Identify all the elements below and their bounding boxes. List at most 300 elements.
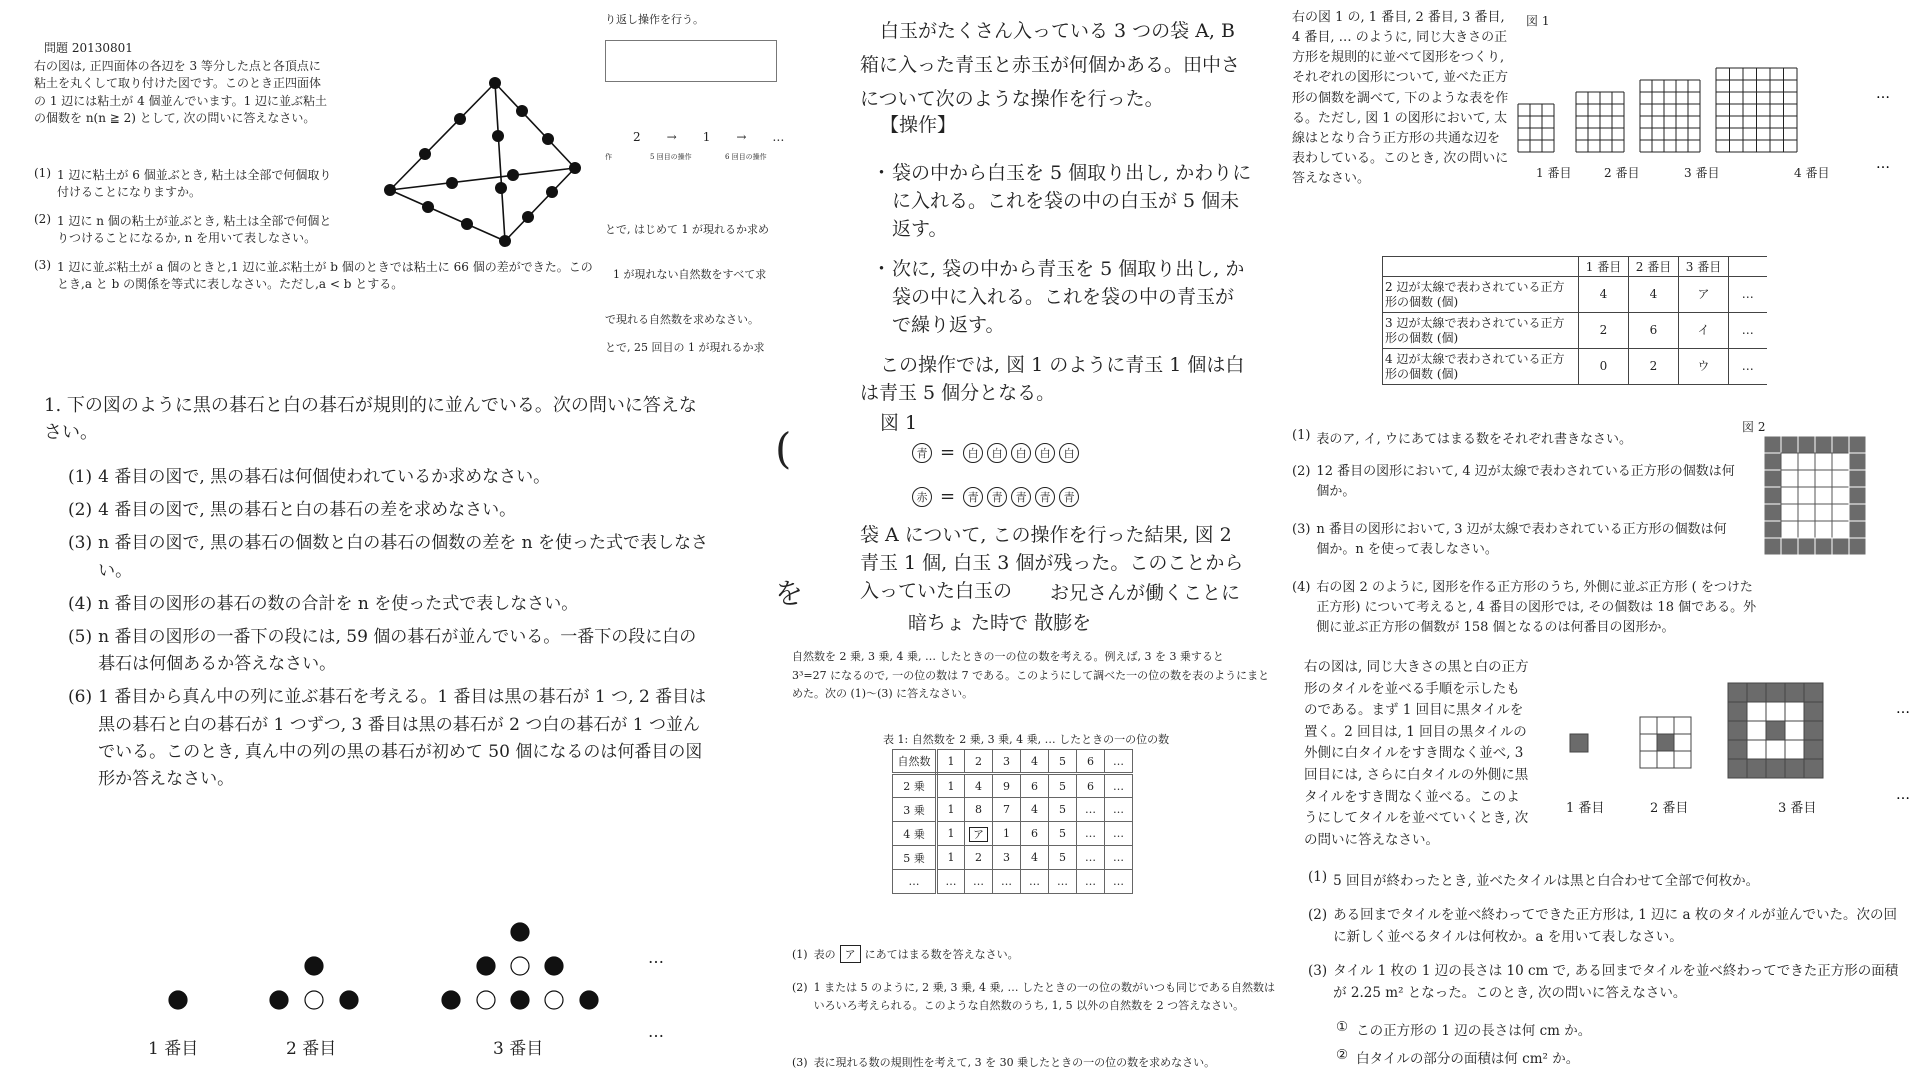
bullet-line: 袋の中から白玉を 5 個取り出し, かわりに [892,162,1252,184]
inner-square [1832,504,1849,521]
white-tile [1747,721,1766,740]
figure-label: 1 番目 [1536,166,1572,180]
intro-line: について次のような操作を行った。 [860,88,1164,110]
answer-box-a: ア [840,945,861,963]
intro-line: 白玉がたくさん入っている 3 つの袋 A, B [880,20,1235,42]
question-text: n 番目の図で, 黒の碁石の個数と白の碁石の個数の差を n を使った式で表しなさい。 [98,533,709,581]
table-cell: … [1021,870,1049,894]
inner-square [1832,470,1849,487]
question-text: 1 辺に n 個の粘土が並ぶとき, 粘土は全部で何個とりつけることになるか, n を用いて表しなさい。 [57,214,332,245]
black-stone [305,957,323,975]
question-number: (6) [68,687,93,708]
intro-text: 3³=27 になるので, 一の位の数は 7 である。このようにして調べた一の位の数を表のようにまとめた。次の (1)〜(3) に答えなさい。 [792,669,1270,700]
table-cell: 4 [1021,750,1049,774]
table-cell: 1 [937,774,965,798]
black-stone [511,923,529,941]
equals-sign: = [940,486,956,507]
white-stone [511,957,529,975]
table-cell: … [1729,277,1767,313]
ball-white-icon: 白 [1059,443,1079,463]
black-tile [1570,734,1588,752]
table-cell: … [1105,774,1133,798]
outer-square [1798,538,1815,555]
question-number: (1) [34,166,51,180]
white-tile [1674,717,1691,734]
question-number: (3) [1308,963,1328,979]
question-item [34,166,334,200]
question-number: (5) [68,626,93,647]
outer-square [1849,436,1866,453]
outer-square [1798,436,1815,453]
black-tile [1766,683,1785,702]
sub-question-item [1336,1047,1579,1067]
problem-tetrahedron-panel [30,36,600,326]
black-tile [1657,734,1674,751]
table-caption: 表 1: 自然数を 2 乗, 3 乗, 4 乗, … したときの一の位の数 [883,733,1170,746]
inner-square [1798,504,1815,521]
figure-label: 3 番目 [1684,166,1720,180]
inner-square [1832,453,1849,470]
equation-red-blue [912,486,1079,507]
inner-square [1781,453,1798,470]
black-stone [545,957,563,975]
question-item [68,591,708,618]
black-tile [1728,740,1747,759]
black-stone [511,991,529,1009]
question-item [68,530,708,584]
figure-label: 図 1 [880,412,918,434]
question-item [792,1055,1277,1071]
table-cell: 6 [1021,774,1049,798]
white-tile [1674,734,1691,751]
fragment-char: を [775,577,804,610]
outer-square [1849,453,1866,470]
tile-sequence-figure [1540,683,1912,803]
white-tile [1766,702,1785,721]
sequence-row [633,130,784,144]
continuation-dots: … [1896,701,1910,717]
ball-red-icon: 赤 [912,487,932,507]
question-text: 4 番目の図で, 黒の碁石は何個使われているか求めなさい。 [98,467,551,487]
figure-label: 3 番目 [1778,801,1817,816]
table-cell: 9 [993,774,1021,798]
table-cell: ア [1679,277,1729,313]
question-item [792,945,1019,963]
black-tile [1728,759,1747,778]
table-cell: 2 [965,750,993,774]
question-text: n 番目の図形の一番下の段には, 59 個の碁石が並んでいる。一番下の段に白の碁石は何個あるか答えなさい。 [98,626,697,675]
overlap-text: 暗ちょ た時で 散膨を [908,612,1092,634]
outer-squares-figure [1762,434,1874,558]
continuation-dots: … [1896,787,1910,803]
question-text: 12 番目の図形において, 4 辺が太線で表わされている正方形の個数は何個か。 [1316,464,1735,500]
question-number: (1) [792,947,808,961]
intro-line: 自然数を 2 乗, 3 乗, 4 乗, … したときの一の位の数を考える。例えば, 3 を 3 乗すると [792,650,1224,663]
sequence-caption: 作 [605,153,612,161]
question-item [1292,428,1737,447]
sequence-arrow: → [666,130,677,144]
inner-square [1781,487,1798,504]
white-tile [1747,702,1766,721]
table-cell: ウ [1679,349,1729,385]
fragment-line: で現れる自然数を求めなさい。 [605,313,759,326]
bullet-line: で繰り返す。 [892,314,1005,336]
grid-figure-2 [1576,92,1624,152]
tile-figure-2 [1640,717,1691,768]
white-tile [1747,740,1766,759]
answer-box-a: ア [969,827,988,842]
figure-label: 2 番目 [1604,166,1640,180]
question-number: (2) [1308,907,1328,923]
sequence-ellipsis: … [772,130,785,144]
fragment-line: とで, 25 回目の 1 が現れるか求 [605,341,765,354]
intro-line: 箱に入った青玉と赤玉が何個かある。田中さ [860,54,1241,76]
ball-blue-icon: 青 [1035,487,1055,507]
problem-intro: 右の図は, 正四面体の各辺を 3 等分した点と各頂点に粘土を丸くして取り付けた図です。このとき正四面体の 1 辺には粘土が 4 個並んでいます。1 辺に並ぶ粘土の個数を n(n ≧ 2) として, 次の問いに答えなさい。 [34,59,328,126]
figure-label: 3 番目 [493,1039,544,1059]
table-cell: … [1077,870,1105,894]
inner-square [1815,521,1832,538]
outer-square [1849,470,1866,487]
bullet-line: 袋の中に入れる。これを袋の中の青玉が [892,286,1235,308]
outer-square [1815,436,1832,453]
table-cell: 1 [937,798,965,822]
sub-question-item [1336,1019,1591,1039]
table-row [893,870,1133,894]
equation-blue-white [912,442,1079,463]
table-row [1383,277,1767,313]
table-cell: 2 [1579,313,1629,349]
white-tile [1766,740,1785,759]
bullet-dot: ・ [872,258,892,280]
fragment-line: とで, はじめて 1 が現れるか求め [605,223,769,236]
black-stone [442,991,460,1009]
inner-square [1781,504,1798,521]
table-cell: 5 [1049,822,1077,846]
question-item [34,258,594,292]
black-tile [1747,683,1766,702]
white-tile [1785,721,1804,740]
white-tile [1640,734,1657,751]
inner-square [1815,487,1832,504]
white-tile [1640,717,1657,734]
fragment-top-text: り返し操作を行う。 [605,13,704,26]
table-cell: … [1729,349,1767,385]
table-cell [965,822,993,846]
white-stone [477,991,495,1009]
row-header-cell: … [893,870,937,894]
question-item [792,979,1277,1014]
table-cell: 1 [937,846,965,870]
question-item [68,624,708,678]
inner-square [1798,521,1815,538]
black-tile [1728,702,1747,721]
black-stone [580,991,598,1009]
question-item [1308,905,1908,948]
outer-square [1832,538,1849,555]
table-cell: 6 [1021,822,1049,846]
question-number: (1) [1308,869,1328,885]
outer-square [1764,436,1781,453]
question-text: タイル 1 枚の 1 辺の長さは 10 cm で, ある回までタイルを並べ終わってできた正方形の面積が 2.25 m² となった。このとき, 次の問いに答えなさい。 [1333,963,1899,1001]
row-header-cell: 4 乗 [893,822,937,846]
table-cell: 4 [965,774,993,798]
question-number: (2) [68,500,93,521]
ball-operation-panel [858,12,1252,634]
table-cell: … [937,870,965,894]
question-item [68,684,708,793]
question-text: ある回までタイルを並べ終わってできた正方形は, 1 辺に a 枚のタイルが並んでいた。次の回に新しく並べるタイルは何枚か。a を用いて表しなさい。 [1333,907,1898,945]
table-cell: 1 [937,750,965,774]
white-tile [1657,717,1674,734]
table-cell: … [1077,798,1105,822]
black-tile [1804,740,1823,759]
question-item [34,212,334,246]
table-row [893,774,1133,798]
table-cell: 5 [1049,798,1077,822]
table-cell: … [1105,798,1133,822]
outer-square [1849,487,1866,504]
figure-label: 1 番目 [1566,801,1605,816]
question-text: 5 回目が終わったとき, 並べたタイルは黒と白合わせて全部で何枚か。 [1333,873,1760,889]
problem-intro: 右の図は, 同じ大きさの黒と白の正方形のタイルを並べる手順を示したものである。まず 1 回目に黒タイルを置く。2 回目は, 1 回目の黒タイルの外側に白タイルをすき間なく並べ, 3 回目には, さらに白タイルの外側に黒タイルをすき間なく並べる。このようにしてタイルを並べていくとき, 次の問いに答えなさい。 [1304,659,1529,848]
question-text: 1 辺に粘土が 6 個並ぶとき, 粘土は全部で何個取り付けることになりますか。 [57,168,332,199]
operation-label: 【操作】 [880,114,957,136]
question-number: (3) [34,258,51,272]
table-cell: 5 [1049,750,1077,774]
question-item [1292,520,1737,560]
table-cell: 6 [1077,774,1105,798]
table-cell: … [1729,313,1767,349]
overlap-text: お兄さんが働くことに [1050,578,1240,605]
problem-title: 1. 下の図のように黒の碁石と白の碁石が規則的に並んでいる。次の問いに答えなさい。 [44,395,697,443]
last-digit-table [892,749,1133,894]
continuation-dots: … [1876,156,1890,172]
black-tile [1804,721,1823,740]
bullet-dot: ・ [872,162,892,184]
grid-figure-1 [1518,104,1554,152]
table-cell: 5 [1049,846,1077,870]
ball-white-icon: 白 [963,443,983,463]
black-stone [270,991,288,1009]
operation-fragment-panel [605,0,790,360]
tile-problem-panel [1302,655,1914,1080]
bullet-line: 返す。 [892,218,948,240]
outer-square [1849,504,1866,521]
last-digit-panel [788,645,1283,1080]
bottom-line: 青玉 1 個, 白玉 3 個が残った。このことから [860,552,1244,574]
table-row [1383,313,1767,349]
question-text: 1 番目から真ん中の列に並ぶ碁石を考える。1 番目は黒の碁石が 1 つ, 2 番目は黒の碁石と白の碁石が 1 つずつ, 3 番目は黒の碁石が 2 つ白の碁石が 1 つ並んでいる。このとき, 真ん中の列の黒の碁石が初めて 50 個になるのは何番目の図形か答えなさい。 [98,687,707,789]
white-tile [1674,751,1691,768]
table-header-cell: 1 番目 [1579,257,1629,277]
outer-square [1764,538,1781,555]
question-text: 表に現れる数の規則性を考えて, 3 を 30 乗したときの一の位の数を求めなさい。 [813,1056,1216,1069]
tile-figure-1 [1570,734,1588,752]
question-list [68,464,708,799]
figure-label: 2 番目 [1650,801,1689,816]
fragment-line: 1 が現れない自然数をすべて求 [613,268,767,281]
table-cell: 8 [965,798,993,822]
ball-white-icon: 白 [987,443,1007,463]
black-tile [1747,759,1766,778]
grid-figure-3 [1640,80,1700,152]
figure-label: 1 番目 [148,1039,199,1059]
black-tile [1785,683,1804,702]
table-row [893,798,1133,822]
ball-white-icon: 白 [1035,443,1055,463]
table-cell: … [993,870,1021,894]
white-tile [1640,751,1657,768]
table-cell: 4 [1579,277,1629,313]
inner-square [1781,521,1798,538]
table-cell: 7 [993,798,1021,822]
continuation-dots: … [1876,86,1890,102]
ball-white-icon: 白 [1011,443,1031,463]
table-cell: … [965,870,993,894]
answer-box [605,40,777,82]
outer-square [1815,538,1832,555]
sub-question-text: 白タイルの部分の面積は何 cm² か。 [1356,1051,1580,1067]
table-cell: 1 [993,822,1021,846]
black-stone [169,991,187,1009]
table-cell: 6 [1077,750,1105,774]
question-text: 表の [813,948,836,961]
sub-question-number: ② [1336,1047,1349,1063]
white-stone [305,991,323,1009]
table-cell: … [1077,846,1105,870]
question-number: (1) [68,467,93,487]
question-number: (4) [1292,580,1311,595]
table-header-cell [1383,257,1579,277]
bottom-line: 入っていた白玉の [860,580,1013,602]
question-text: 1 または 5 のように, 2 乗, 3 乗, 4 乗, … したときの一の位の数がいつも同じである自然数はいろいろ考えられる。このような自然数のうち, 1, 5 以外の自然数を 2 つ答えなさい。 [813,981,1276,1012]
question-text: 1 辺に並ぶ粘土が a 個のときと,1 辺に並ぶ粘土が b 個のときでは粘土に 66 個の差ができた。このとき,a と b の関係を等式に表しなさい。ただし,a < b とする。 [57,260,593,291]
inner-square [1832,521,1849,538]
go-stone-problem-panel [38,392,718,1080]
question-number: (2) [34,212,51,226]
black-tile [1728,721,1747,740]
black-tile [1804,759,1823,778]
table-cell: 3 [993,846,1021,870]
table-cell: … [1105,846,1133,870]
tile-figure-3 [1728,683,1823,778]
inner-square [1815,470,1832,487]
question-number: (2) [1292,464,1311,479]
row-header-cell: 3 乗 [893,798,937,822]
go-stone-figure [38,912,718,1052]
row-header-cell: 3 辺が太線で表わされている正方形の個数 (個) [1383,313,1579,349]
inner-square [1815,453,1832,470]
row-header-cell: 自然数 [893,750,937,774]
table-row [893,846,1133,870]
question-number: (4) [68,593,93,614]
table-cell: 4 [1629,277,1679,313]
row-header-cell: 4 辺が太線で表わされている正方形の個数 (個) [1383,349,1579,385]
question-number: (1) [1292,428,1311,443]
black-tile [1804,702,1823,721]
row-header-cell: 2 乗 [893,774,937,798]
sequence-arrow: → [736,130,747,144]
outer-square [1832,436,1849,453]
table-cell: イ [1679,313,1729,349]
equals-sign: = [940,442,956,463]
white-tile [1657,751,1674,768]
bold-edge-table [1382,256,1767,385]
ball-blue-icon: 青 [963,487,983,507]
grid-figure-4 [1716,68,1797,152]
sub-question-number: ① [1336,1019,1349,1035]
inner-square [1798,470,1815,487]
after-line: この操作では, 図 1 のように青玉 1 個は白 [880,354,1245,376]
outer-square [1764,453,1781,470]
square-grid-problem-panel [1290,6,1914,646]
inner-square [1815,504,1832,521]
table-row [1383,349,1767,385]
question-text: 表のア, イ, ウにあてはまる数をそれぞれ書きなさい。 [1316,432,1632,447]
table-row [893,822,1133,846]
fragment-paren: ( [775,424,792,473]
sequence-caption: 6 回目の操作 [725,153,767,161]
figure-label: 図 1 [1526,14,1550,28]
question-item [1308,869,1908,889]
ball-blue-icon: 青 [912,443,932,463]
table-header-cell: 2 番目 [1629,257,1679,277]
after-line: は青玉 5 個分となる。 [860,382,1056,404]
white-tile [1785,740,1804,759]
black-tile [1766,721,1785,740]
table-cell: … [1105,750,1133,774]
question-item [1308,961,1908,1004]
table-cell: 4 [1021,846,1049,870]
question-number: (3) [1292,522,1311,537]
table-row [893,750,1133,774]
table-cell: 5 [1049,774,1077,798]
outer-square [1764,470,1781,487]
question-text: 4 番目の図で, 黒の碁石と白の碁石の差を求めなさい。 [98,500,517,521]
tetrahedron-figure [380,78,580,248]
question-number: (3) [792,1056,808,1069]
outer-square [1781,436,1798,453]
inner-square [1798,487,1815,504]
question-number: (2) [792,981,808,994]
continuation-dots: … [648,1022,664,1041]
outer-square [1764,504,1781,521]
question-text: n 番目の図形において, 3 辺が太線で表わされている正方形の個数は何個か。n を使って表しなさい。 [1316,522,1727,558]
black-tile [1728,683,1747,702]
continuation-dots: … [648,948,664,967]
inner-square [1832,487,1849,504]
ball-blue-icon: 青 [1059,487,1079,507]
table-cell: 1 [937,822,965,846]
problem-heading: 問題 20130801 [44,41,133,55]
question-item [1292,462,1737,502]
question-text: にあてはまる数を答えなさい。 [864,948,1019,961]
outer-square [1849,538,1866,555]
bullet-line: に入れる。これを袋の中の白玉が 5 個未 [892,190,1240,212]
table-cell: 3 [993,750,1021,774]
row-header-cell: 2 辺が太線で表わされている正方形の個数 (個) [1383,277,1579,313]
sequence-caption: 5 回目の操作 [650,153,692,161]
black-stone [340,991,358,1009]
table-cell: … [1049,870,1077,894]
table-cell: 6 [1629,313,1679,349]
table-header-cell [1729,257,1767,277]
question-item [68,464,708,491]
ball-blue-icon: 青 [1011,487,1031,507]
outer-square [1764,521,1781,538]
grid-sequence-figure [1516,28,1911,178]
